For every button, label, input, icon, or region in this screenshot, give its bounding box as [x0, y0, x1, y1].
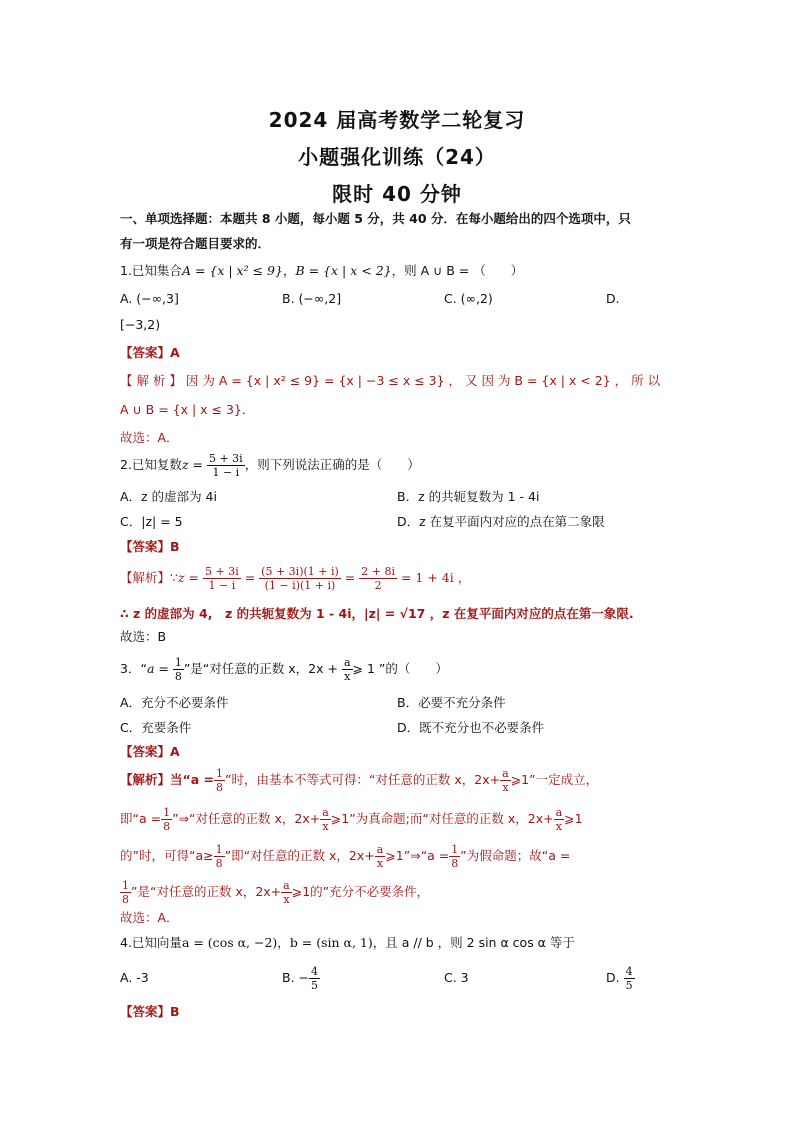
q3-explanation-line4: $\frac{1}{8}$ ”是“对任意的正数 x，2x+ $\frac{a}{x}$ ⩾1的”充分不必要条件，: [122, 879, 430, 906]
q3-explanation-line3: 的”时，可得“a≥ $\frac{1}{8}$ ”即“对任意的正数 x，2x+ $\frac{a}{x}$ ⩾1”⇒“a = $\frac{1}{8}$ ”为假命题；故“a =: [120, 843, 571, 870]
q1-set-b: B = {x | x < 2}: [295, 263, 392, 278]
q4-option-c: C. 3: [444, 970, 469, 985]
q3-explanation-line1: 【解析】当“a = $\frac{1}{8}$ ”时，由基本不等式可得：“对任意的正数 x，2x+ $\frac{a}{x}$ ⩾1”一定成立，: [120, 767, 599, 794]
doc-title: 2024 届高考数学二轮复习: [268, 108, 526, 132]
section-heading-line1: 一、单项选择题：本题共 8 小题，每小题 5 分，共 40 分．在每小题给出的四个选项中，只: [120, 211, 631, 226]
q4-stem: 4.已知向量a = (cos α, −2)，b = (sin α, 1)，且 a // b ，则 2 sin α cos α 等于: [120, 935, 575, 950]
q3-option-a: A．充分不必要条件: [120, 695, 229, 710]
q1-choice: 故选：A．: [120, 430, 179, 445]
q4-vector-a: a = (cos α, −2): [181, 935, 278, 950]
q2-option-c: C．|z| = 5: [120, 514, 183, 529]
q2-explanation-line2: ∴ z 的虚部为 4, z 的共轭复数为 1 - 4i，|z| = √17 ，z 在复平面内对应的点在第一象限.: [120, 606, 634, 621]
q1-option-c: C. (∞,2): [444, 291, 493, 306]
q4-option-b: B. − $\frac{4}{5}$: [282, 965, 319, 992]
q1-option-a: A. (−∞,3]: [120, 291, 179, 306]
q2-option-b: B．z 的共轭复数为 1 - 4i: [397, 489, 540, 504]
q1-option-d-value: [−3,2): [120, 317, 161, 332]
q1-stem: 1.已知集合A = {x | x² ≤ 9}，B = {x | x < 2}，则 A ∪ B = （ ）: [120, 263, 524, 278]
q3-option-b: B．必要不充分条件: [397, 695, 506, 710]
q3-option-c: C．充要条件: [120, 720, 192, 735]
q2-answer: 【答案】B: [120, 539, 180, 554]
doc-subtitle: 小题强化训练（24）: [298, 145, 496, 169]
q4-answer: 【答案】B: [120, 1004, 180, 1019]
q2-option-a: A．z 的虚部为 4i: [120, 489, 217, 504]
q3-option-d: D．既不充分也不必要条件: [397, 720, 545, 735]
q2-fraction: $\frac{5 + 3i}{1 - i}$: [208, 452, 243, 479]
q3-explanation-line2: 即“a = $\frac{1}{8}$ ”⇒“对任意的正数 x，2x+ $\frac{a}{x}$ ⩾1”为真命题;而“对任意的正数 x，2x+ $\frac{a}{x}$ ⩾1: [120, 806, 583, 833]
q4-option-a: A. -3: [120, 970, 149, 985]
q1-option-b: B. (−∞,2]: [282, 291, 342, 306]
q1-explanation-line1: 【 解 析 】 因 为 A = {x | x² ≤ 9} = {x | −3 ≤ x ≤ 3} ， 又 因 为 B = {x | x < 2} ， 所 以: [120, 373, 661, 388]
time-limit: 限时 40 分钟: [332, 182, 462, 206]
q3-choice: 故选：A．: [120, 910, 179, 925]
q4-vector-b: b = (sin α, 1): [289, 935, 373, 950]
q2-stem: 2.已知复数z = $\frac{5 + 3i}{1 - i}$ ，则下列说法正确的是（ ）: [120, 452, 420, 479]
q1-explanation-line2: A ∪ B = {x | x ≤ 3}．: [120, 402, 255, 417]
q2-choice: 故选：B: [120, 629, 167, 644]
q3-stem: 3．“a = $\frac{1}{8}$ ”是“对任意的正数 x，2x + $\frac{a}{x}$ ⩾ 1 ”的（ ）: [120, 656, 448, 683]
q1-option-d: D.: [606, 291, 620, 306]
section-heading-line2: 有一项是符合题目要求的．: [120, 236, 271, 251]
q1-set-a: A = {x | x² ≤ 9}: [181, 263, 283, 278]
q4-option-d: D. $\frac{4}{5}$: [606, 965, 633, 992]
q1-answer: 【答案】A: [120, 345, 180, 360]
q2-explanation-line1: 【解析】∵z = $\frac{5 + 3i}{1 - i}$ = $\frac{(5 + 3i)(1 + i)}{(1 - i)(1 + i)}$ = $\frac{2 + 8i}{2}$ = 1 + 4i ，: [120, 565, 471, 592]
q3-answer: 【答案】A: [120, 744, 180, 759]
q2-option-d: D．z 在复平面内对应的点在第二象限: [397, 514, 605, 529]
